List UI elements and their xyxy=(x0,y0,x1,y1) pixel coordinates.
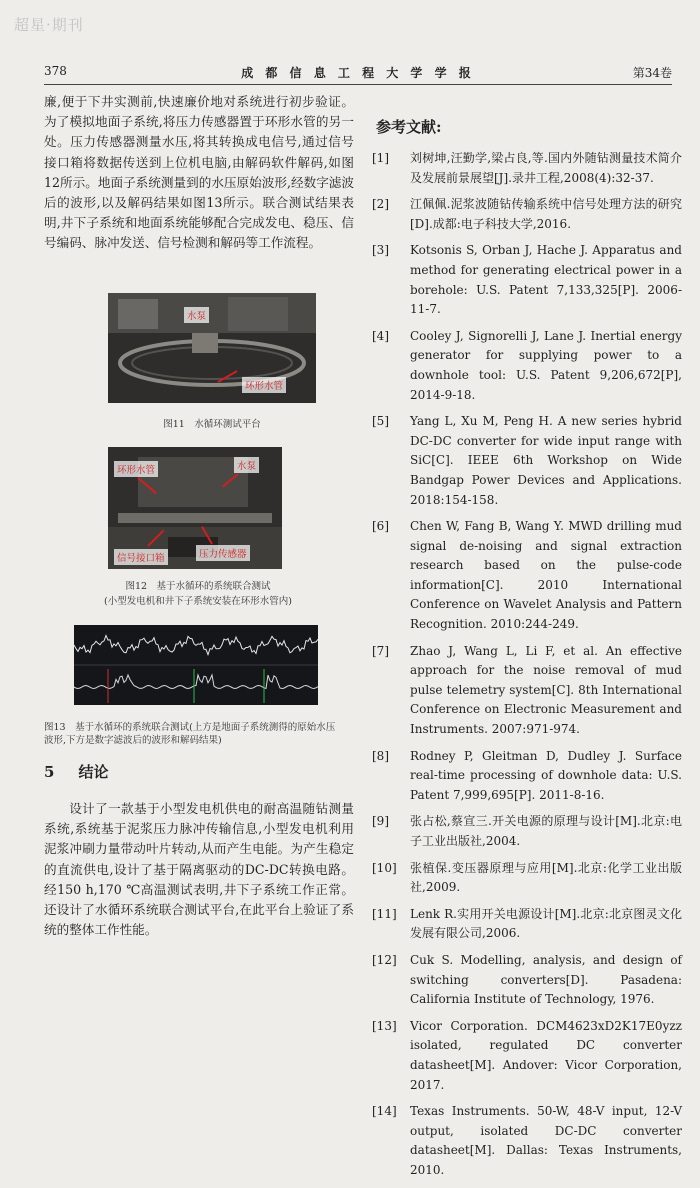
reference-text: Zhao J, Wang L, Li F, et al. An effective approach for the noise removal of mud pulse telemetry system[C]. 8th International Conference on Electronic Measurement and Instruments. 2007:971-974. xyxy=(410,643,682,737)
reference-item xyxy=(370,1017,682,1095)
reference-number: [9] xyxy=(372,814,389,829)
page-number: 378 xyxy=(44,64,67,78)
figure-11-photo xyxy=(108,293,316,403)
reference-number: [3] xyxy=(372,243,389,258)
reference-number: [6] xyxy=(372,519,389,534)
reference-text: 江佩佩.泥浆波随钻传输系统中信号处理方法的研究[D].成都:电子科技大学,2016. xyxy=(410,197,682,231)
figure-12-photo xyxy=(108,447,282,569)
figure-13-plot xyxy=(74,625,318,705)
figure-11-label-loop-pipe: 环形水管 xyxy=(242,377,286,393)
journal-title: 成 都 信 息 工 程 大 学 学 报 xyxy=(241,66,475,80)
reference-text: Cuk S. Modelling, analysis, and design of switching converters[D]. Pasadena: California Institute of Technology, 1976. xyxy=(410,952,682,1007)
reference-item xyxy=(370,747,682,806)
reference-text: Lenk R.实用开关电源设计[M].北京:北京图灵文化发展有限公司,2006. xyxy=(410,906,682,941)
reference-item xyxy=(370,517,682,635)
reference-item xyxy=(370,859,682,898)
section-number: 5 xyxy=(44,763,55,781)
reference-text: Kotsonis S, Orban J, Hache J. Apparatus and method for generating electrical power in a borehole: U.S. Patent 7,133,325[P]. 2006-11-7. xyxy=(410,243,682,317)
reference-number: [4] xyxy=(372,328,389,343)
reference-number: [11] xyxy=(372,906,397,921)
reference-text: 张占松,蔡宣三.开关电源的原理与设计[M].北京:电子工业出版社,2004. xyxy=(410,814,682,848)
figure-12-label-pump: 水泵 xyxy=(234,457,259,473)
left-column xyxy=(44,92,354,254)
reference-number: [14] xyxy=(372,1104,397,1119)
reference-item xyxy=(370,812,682,851)
reference-item xyxy=(370,642,682,740)
references-title: 参考文献: xyxy=(376,118,442,136)
reference-number: [13] xyxy=(372,1018,397,1033)
reference-number: [1] xyxy=(372,151,389,165)
figure-12-label-loop-pipe: 环形水管 xyxy=(114,461,158,477)
reference-text: 刘树坤,汪勤学,梁占良,等.国内外随钻测量技术简介及发展前景展望[J].录井工程,2008(4):32-37. xyxy=(410,151,682,185)
reference-number: [7] xyxy=(372,643,389,658)
reference-item xyxy=(370,905,682,944)
reference-text: Rodney P, Gleitman D, Dudley J. Surface real-time processing of downhole data: U.S. Patent 7,999,695[P]. 2011-8-16. xyxy=(410,748,682,802)
reference-number: [2] xyxy=(372,197,389,212)
conclusion-block xyxy=(44,799,354,940)
figure-13-waveform xyxy=(74,625,318,705)
reference-number: [5] xyxy=(372,414,389,429)
references-list xyxy=(370,149,682,1181)
figure-11-label-pump: 水泵 xyxy=(184,307,209,323)
reference-text: Cooley J, Signorelli J, Lane J. Inertial energy generator for supplying power to a downhole tool: U.S. Patent 9,206,672[P], 2014-9-18. xyxy=(410,328,682,402)
watermark: 超星·期刊 xyxy=(14,16,84,34)
figure-12-caption-line2: (小型发电机和井下子系统安装在环形水管内) xyxy=(104,596,292,607)
reference-number: [12] xyxy=(372,952,397,967)
running-head xyxy=(44,64,672,82)
reference-item xyxy=(370,412,682,510)
figure-11-caption: 图11 水循环测试平台 xyxy=(163,419,261,430)
reference-text: 张植保.变压器原理与应用[M].北京:化学工业出版社,2009. xyxy=(410,860,682,895)
reference-text: Vicor Corporation. DCM4623xD2K17E0yzz isolated, regulated DC converter datasheet[M]. Andover: Vicor Corporation, 2017. xyxy=(410,1018,682,1092)
intro-paragraph: 廉,便于下井实测前,快速廉价地对系统进行初步验证。为了模拟地面子系统,将压力传感器置于环形水管的另一处。压力传感器测量水压,将其转换成电信号,通过信号接口箱将数据传送到上位机电脑,由解码软件解码,如图12所示。地面子系统测量到的水压原始波形,经数字滤波后的波形,以及解码结果如图13所示。联合测试结果表明,井下子系统和地面系统能够配合完成发电、稳压、信号编码、脉冲发送、信号检测和解码等工作流程。 xyxy=(44,94,354,251)
reference-text: Texas Instruments. 50-W, 48-V input, 12-V output, isolated DC-DC converter datasheet[M]. Dallas: Texas Instruments, 2010. xyxy=(410,1104,682,1177)
figure-12-caption-line1: 图12 基于水循环的系统联合测试 xyxy=(125,581,271,592)
reference-item xyxy=(370,149,682,188)
figure-12-label-pressure-sensor: 压力传感器 xyxy=(196,545,250,561)
reference-text: Chen W, Fang B, Wang Y. MWD drilling mud signal de-noising and signal extraction research based on the pulse-code information[C]. 2010 International Conference on Wavelet Analysis and Pattern Recognition. 2010:244-249. xyxy=(410,519,682,632)
conclusion-paragraph: 设计了一款基于小型发电机供电的耐高温随钻测量系统,系统基于泥浆压力脉冲传输信息,小型发电机利用泥浆冲刷力量带动叶片转动,从而产生电能。为产生稳定的直流供电,设计了基于隔离驱动的DC-DC转换电路。经150 h,170 ℃高温测试表明,井下子系统工作正常。还设计了水循环系统联合测试平台,在此平台上验证了系统的整体工作性能。 xyxy=(44,801,354,938)
volume-label: 第34卷 xyxy=(632,66,672,80)
figure-13-caption: 图13 基于水循环的系统联合测试(上方是地面子系统测得的原始水压波形,下方是数字滤波后的波形和解码结果) xyxy=(44,722,336,746)
reference-item xyxy=(370,241,682,319)
reference-item xyxy=(370,195,682,234)
reference-item xyxy=(370,1102,682,1180)
references-column xyxy=(370,92,682,1188)
reference-text: Yang L, Xu M, Peng H. A new series hybrid DC-DC converter for wide input range with SiC[C]. IEEE 6th Workshop on Wide Bandgap Power Devices and Applications. 2018:154-158. xyxy=(410,414,682,507)
reference-item xyxy=(370,327,682,405)
reference-number: [8] xyxy=(372,748,389,763)
section-heading xyxy=(44,761,132,782)
figure-12-label-signal-box: 信号接口箱 xyxy=(114,549,168,565)
header-rule xyxy=(44,84,672,85)
section-title: 结论 xyxy=(78,763,109,781)
reference-number: [10] xyxy=(372,860,397,875)
